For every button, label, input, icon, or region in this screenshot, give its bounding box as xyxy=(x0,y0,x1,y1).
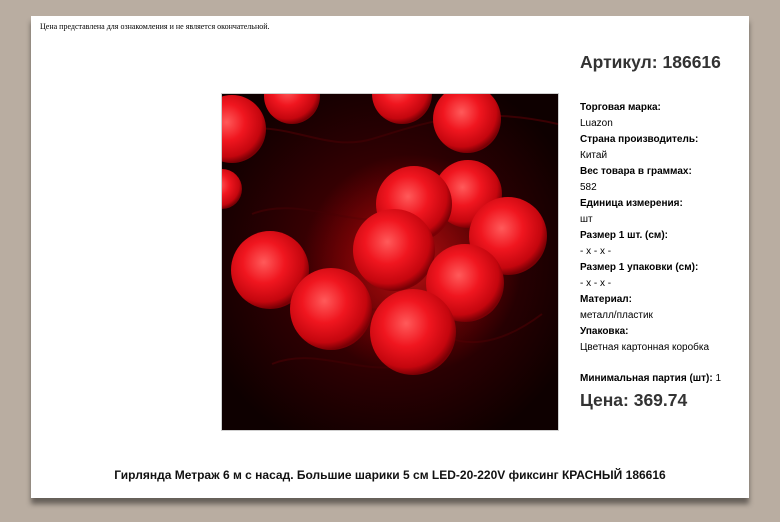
article-number: Артикул: 186616 xyxy=(580,52,721,72)
price-disclaimer: Цена представлена для ознакомления и не является окончательной. xyxy=(40,22,270,31)
spec-label-packaging: Упаковка: xyxy=(580,326,629,337)
spec-value-item-size: - x - x - xyxy=(580,246,612,257)
minimum-lot-label: Минимальная партия (шт): xyxy=(580,373,713,384)
spec-value-brand: Luazon xyxy=(580,118,613,129)
spec-label-unit: Единица измерения: xyxy=(580,198,683,209)
spec-label-weight: Вес товара в граммах: xyxy=(580,166,692,177)
minimum-lot-value: 1 xyxy=(715,373,722,384)
spec-value-unit: шт xyxy=(580,214,593,225)
spec-label-material: Материал: xyxy=(580,294,632,305)
price: Цена: 369.74 xyxy=(580,390,688,410)
spec-value-weight: 582 xyxy=(580,182,597,193)
spec-label-brand: Торговая марка: xyxy=(580,102,661,113)
product-sheet xyxy=(31,16,749,498)
spec-list xyxy=(580,100,745,356)
spec-value-country: Китай xyxy=(580,150,608,161)
minimum-lot xyxy=(580,373,721,384)
product-photo xyxy=(221,93,559,431)
spec-label-package-size: Размер 1 упаковки (см): xyxy=(580,262,699,273)
garland-image xyxy=(222,94,558,430)
spec-label-item-size: Размер 1 шт. (см): xyxy=(580,230,668,241)
product-title: Гирлянда Метраж 6 м с насад. Большие шарики 5 см LED-20-220V фиксинг КРАСНЫЙ 186616 xyxy=(114,468,666,482)
spec-value-packaging: Цветная картонная коробка xyxy=(580,342,710,353)
spec-value-material: металл/пластик xyxy=(580,310,653,321)
spec-label-country: Страна производитель: xyxy=(580,134,699,145)
spec-value-package-size: - x - x - xyxy=(580,278,612,289)
